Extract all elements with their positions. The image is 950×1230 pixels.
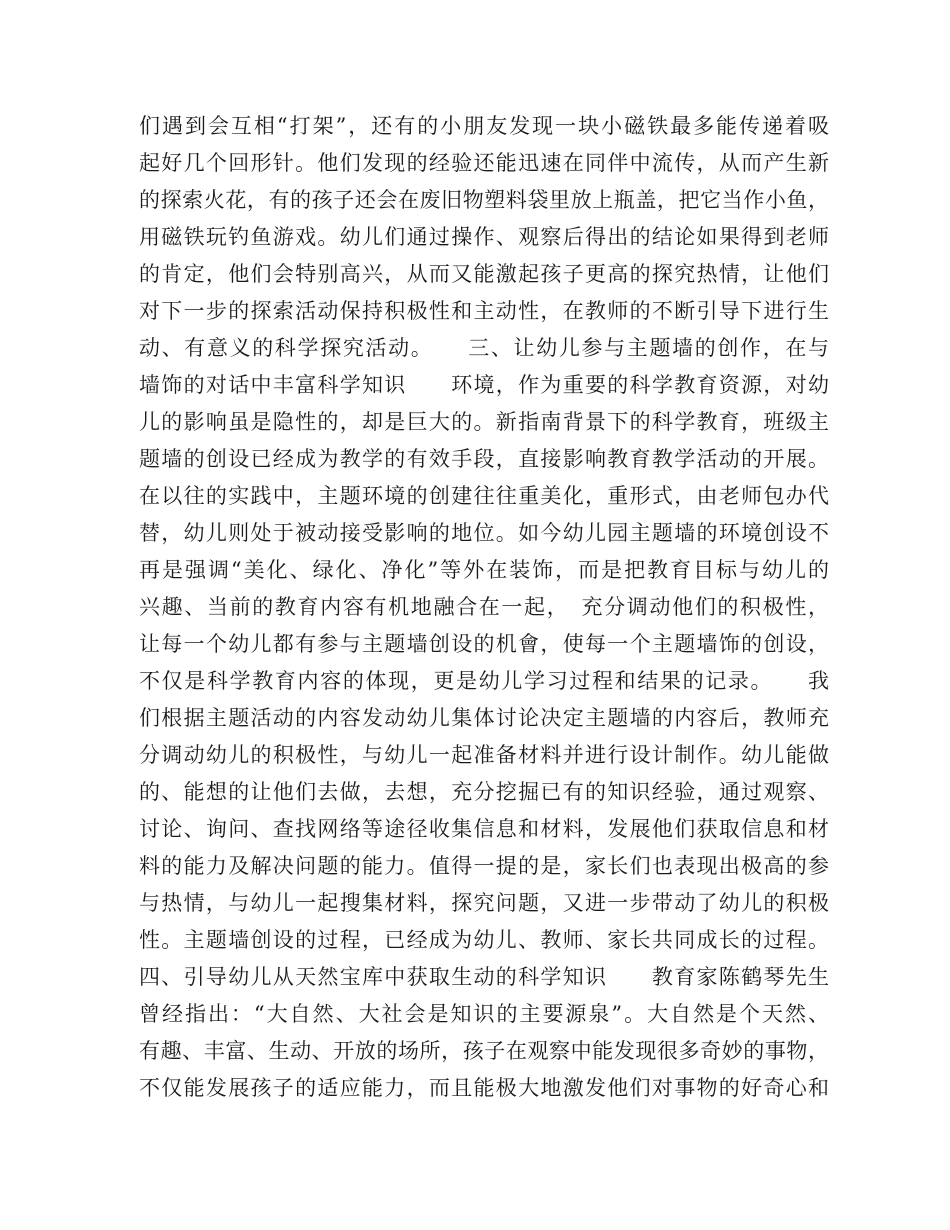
text-line: 兴趣、当前的教育内容有机地融合在一起， 充分调动他们的积极性， xyxy=(139,595,829,619)
text-line: 四、引导幼儿从天然宝库中获取生动的科学知识 教育家陈鹤琴先生 xyxy=(139,965,829,989)
text-line: 儿的影响虽是隐性的，却是巨大的。新指南背景下的科学教育，班级主 xyxy=(139,410,829,434)
text-line: 性。主题墙创设的过程，已经成为幼儿、教师、家长共同成长的过程。 xyxy=(139,928,829,952)
text-line: 的、能想的让他们去做，去想，充分挖掘已有的知识经验，通过观察、 xyxy=(139,780,829,804)
text-line: 讨论、询问、查找网络等途径收集信息和材料，发展他们获取信息和材 xyxy=(139,817,829,841)
text-line: 们根据主题活动的内容发动幼儿集体讨论决定主题墙的内容后，教师充 xyxy=(139,706,829,730)
text-line: 有趣、丰富、生动、开放的场所，孩子在观察中能发现很多奇妙的事物， xyxy=(139,1039,829,1063)
text-line: 墙饰的对话中丰富科学知识 环境，作为重要的科学教育资源，对幼 xyxy=(139,373,829,397)
text-line: 对下一步的探索活动保持积极性和主动性，在教师的不断引导下进行生 xyxy=(139,299,829,323)
text-line: 不仅能发展孩子的适应能力，而且能极大地激发他们对事物的好奇心和 xyxy=(139,1076,829,1100)
text-line: 在以往的实践中，主题环境的创建往往重美化，重形式，由老师包办代 xyxy=(139,484,829,508)
text-line: 不仅是科学教育内容的体现，更是幼儿学习过程和结果的记录。 我 xyxy=(139,669,829,693)
text-line: 的肯定，他们会特别高兴，从而又能激起孩子更高的探究热情，让他们 xyxy=(139,262,829,286)
text-line: 替，幼儿则处于被动接受影响的地位。如今幼儿园主题墙的环境创设不 xyxy=(139,521,829,545)
text-line: 与热情，与幼儿一起搜集材料，探究问题，又进一步带动了幼儿的积极 xyxy=(139,891,829,915)
text-line: 用磁铁玩钓鱼游戏。幼儿们通过操作、观察后得出的结论如果得到老师 xyxy=(139,225,829,249)
text-line: 的探索火花，有的孩子还会在废旧物塑料袋里放上瓶盖，把它当作小鱼， xyxy=(139,188,829,212)
text-line: 再是强调“美化、绿化、净化”等外在装饰，而是把教育目标与幼儿的 xyxy=(139,558,829,582)
text-line: 曾经指出：“大自然、大社会是知识的主要源泉”。大自然是个天然、 xyxy=(139,1002,829,1026)
text-line: 料的能力及解决问题的能力。值得一提的是，家长们也表现出极高的参 xyxy=(139,854,829,878)
text-line: 起好几个回形针。他们发现的经验还能迅速在同伴中流传，从而产生新 xyxy=(139,151,829,175)
text-line: 动、有意义的科学探究活动。 三、让幼儿参与主题墙的创作，在与 xyxy=(139,336,829,360)
text-line: 分调动幼儿的积极性，与幼儿一起准备材料并进行设计制作。幼儿能做 xyxy=(139,743,829,767)
text-line: 题墙的创设已经成为教学的有效手段，直接影响教育教学活动的开展。 xyxy=(139,447,829,471)
text-line: 让每一个幼儿都有参与主题墙创设的机會，使每一个主题墙饰的创设， xyxy=(139,632,829,656)
text-line: 们遇到会互相“打架”，还有的小朋友发现一块小磁铁最多能传递着吸 xyxy=(139,114,829,138)
body-text xyxy=(139,108,829,1107)
